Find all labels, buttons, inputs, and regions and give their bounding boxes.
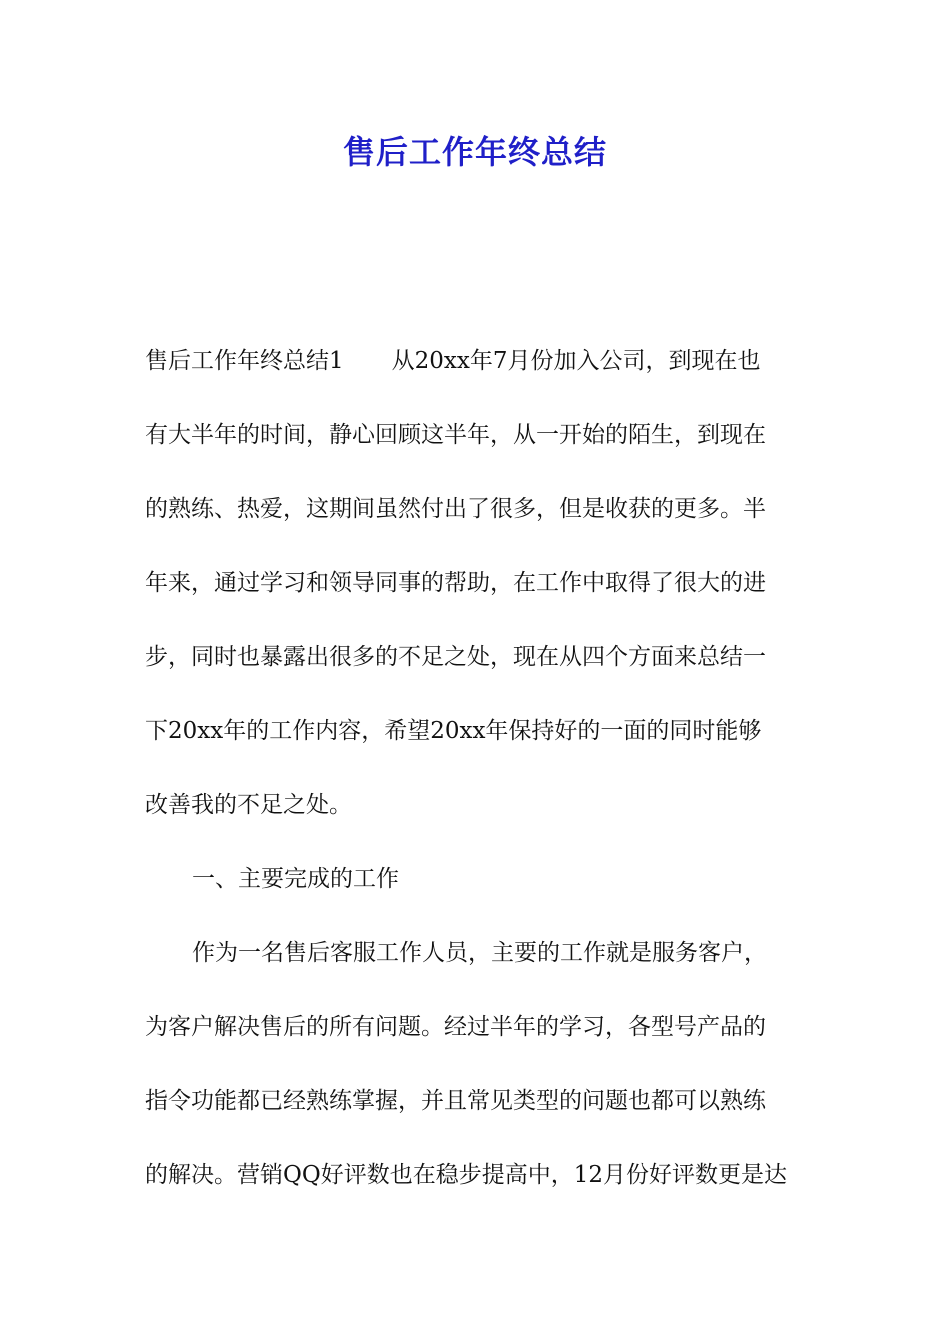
document-body	[145, 337, 810, 1225]
paragraph-text: 从20xx年7月份加入公司，到现在也	[391, 348, 761, 374]
paragraph-line	[145, 337, 810, 411]
section-heading: 一、主要完成的工作	[192, 866, 399, 892]
paragraph-line: 的熟练、热爱，这期间虽然付出了很多，但是收获的更多。半	[145, 496, 766, 522]
paragraph-line: 的解决。营销QQ好评数也在稳步提高中，12月份好评数更是达	[145, 1162, 787, 1188]
paragraph-line: 步，同时也暴露出很多的不足之处，现在从四个方面来总结一	[145, 644, 766, 670]
section-heading-inline: 售后工作年终总结1	[145, 348, 344, 374]
paragraph-line: 年来，通过学习和领导同事的帮助，在工作中取得了很大的进	[145, 570, 766, 596]
document-title: 售后工作年终总结	[342, 133, 607, 171]
paragraph-line: 有大半年的时间，静心回顾这半年，从一开始的陌生，到现在	[145, 422, 766, 448]
paragraph-line: 为客户解决售后的所有问题。经过半年的学习，各型号产品的	[145, 1014, 766, 1040]
paragraph-line: 下20xx年的工作内容，希望20xx年保持好的一面的同时能够	[145, 718, 762, 744]
paragraph-line: 作为一名售后客服工作人员，主要的工作就是服务客户，	[192, 940, 767, 966]
paragraph-line: 改善我的不足之处。	[145, 792, 352, 818]
paragraph-line: 指令功能都已经熟练掌握，并且常见类型的问题也都可以熟练	[145, 1088, 766, 1114]
